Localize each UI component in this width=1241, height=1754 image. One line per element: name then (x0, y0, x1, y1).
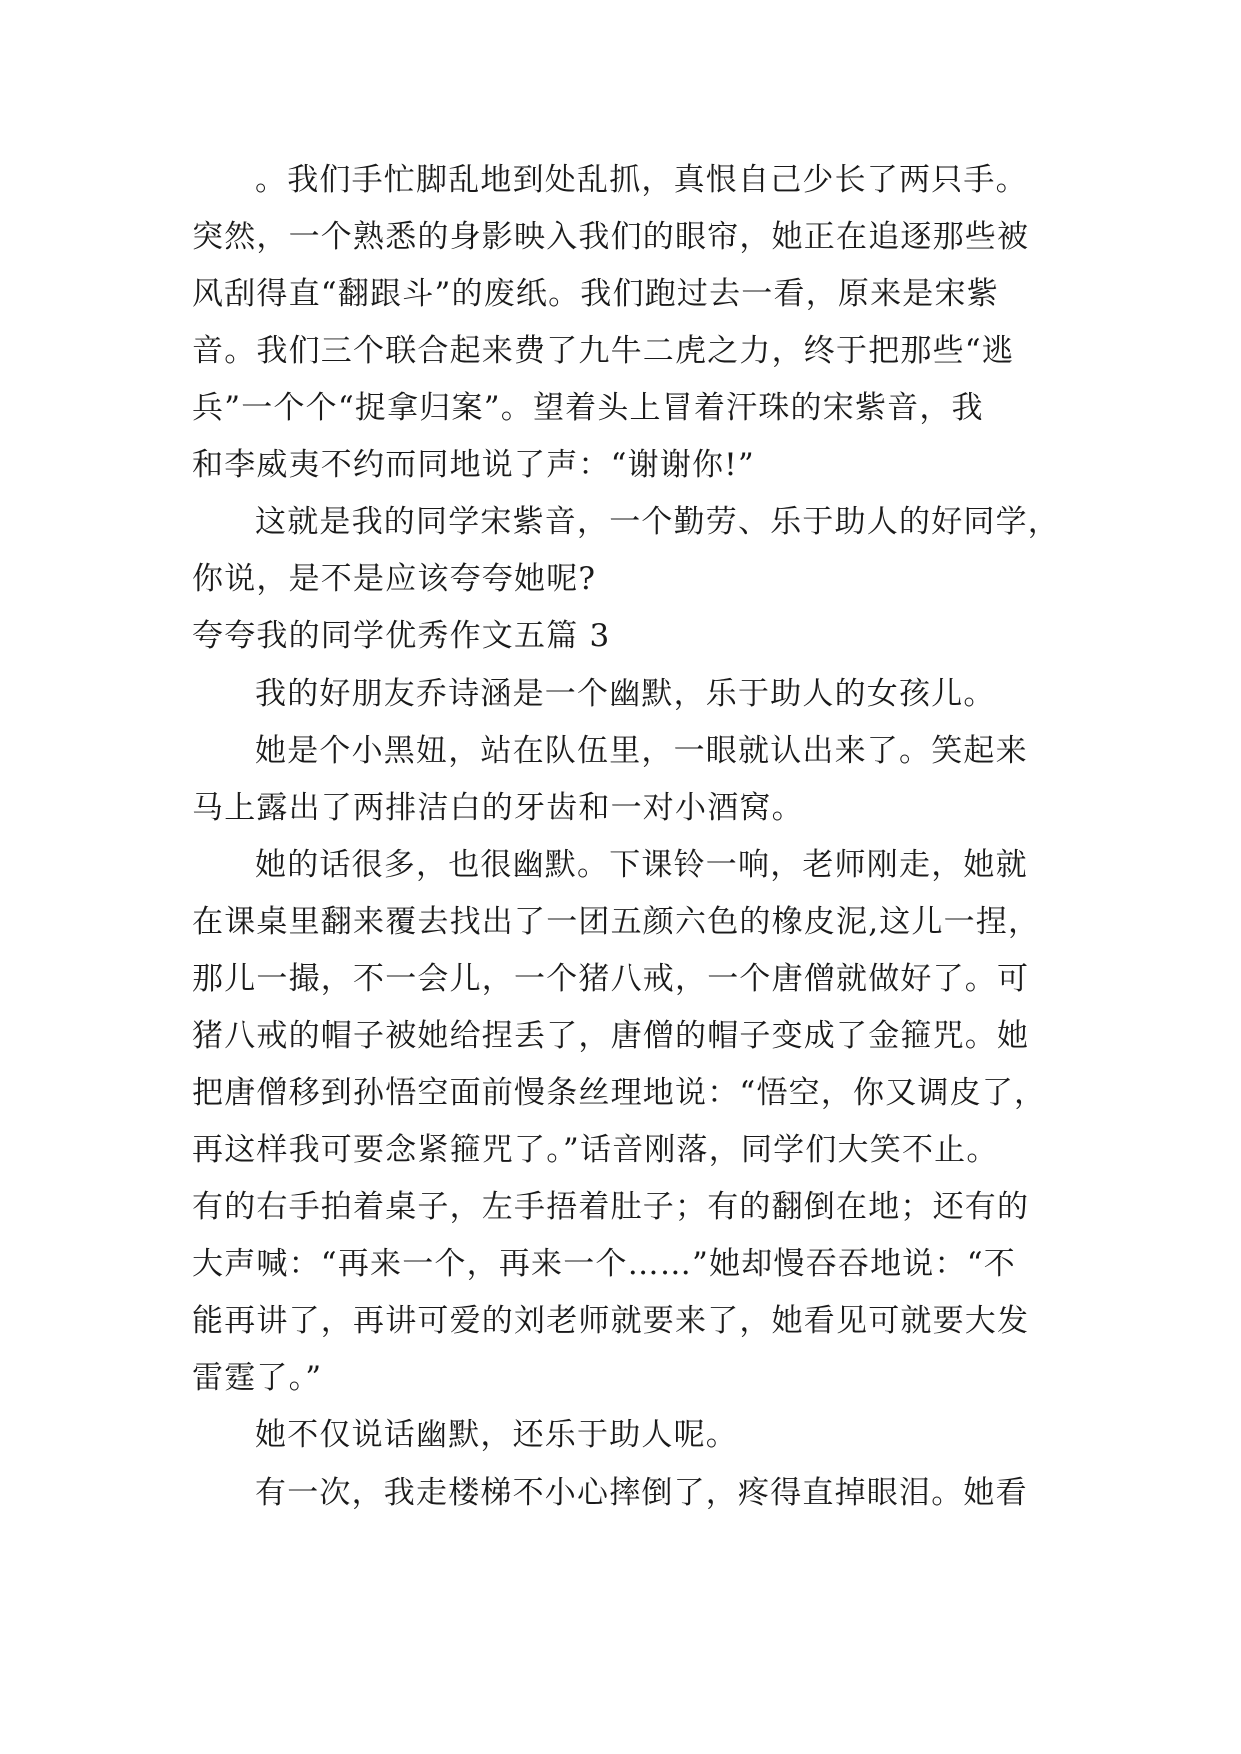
paragraph-first-line: 我的好朋友乔诗涵是一个幽默，乐于助人的女孩儿。 (255, 676, 996, 712)
paragraph-first-line: 她的话很多，也很幽默。下课铃一响，老师刚走，她就 (255, 847, 1028, 883)
text-line: 在课桌里翻来覆去找出了一团五颜六色的橡皮泥,这儿一捏， (192, 904, 1041, 940)
text-line: 马上露出了两排洁白的牙齿和一对小酒窝。 (192, 790, 804, 826)
paragraph-first-line: 有一次，我走楼梯不小心摔倒了，疼得直掉眼泪。她看 (255, 1475, 1028, 1511)
text-line: 。我们手忙脚乱地到处乱抓，真恨自己少长了两只手。 (255, 162, 1028, 198)
section-heading: 夸夸我的同学优秀作文五篇 3 (192, 618, 611, 654)
paragraph-first-line: 她不仅说话幽默，还乐于助人呢。 (255, 1417, 738, 1453)
text-line: 大声喊：“再来一个，再来一个……”她却慢吞吞地说：“不 (192, 1246, 1016, 1282)
text-line: 有的右手拍着桌子，左手捂着肚子；有的翻倒在地；还有的 (192, 1189, 1030, 1225)
text-line: 那儿一撮，不一会儿，一个猪八戒，一个唐僧就做好了。可 (192, 961, 1030, 997)
text-line: 你说，是不是应该夸夸她呢? (192, 561, 597, 597)
text-line: 和李威夷不约而同地说了声：“谢谢你!” (192, 447, 755, 483)
text-line: 风刮得直“翻跟斗”的废纸。我们跑过去一看，原来是宋紫 (192, 276, 999, 312)
paragraph-first-line: 这就是我的同学宋紫音，一个勤劳、乐于助人的好同学， (255, 504, 1060, 540)
text-line: 再这样我可要念紧箍咒了。”话音刚落，同学们大笑不止。 (192, 1132, 999, 1168)
paragraph-first-line: 她是个小黑妞，站在队伍里，一眼就认出来了。笑起来 (255, 733, 1028, 769)
text-line: 音。我们三个联合起来费了九牛二虎之力，终于把那些“逃 (192, 333, 1015, 369)
text-line: 猪八戒的帽子被她给捏丢了，唐僧的帽子变成了金箍咒。她 (192, 1018, 1030, 1054)
text-line: 突然，一个熟悉的身影映入我们的眼帘，她正在追逐那些被 (192, 219, 1030, 255)
text-line: 兵”一个个“捉拿归案”。望着头上冒着汗珠的宋紫音，我 (192, 390, 984, 426)
text-line: 雷霆了。” (192, 1360, 323, 1396)
text-line: 把唐僧移到孙悟空面前慢条丝理地说：“悟空，你又调皮了， (192, 1075, 1047, 1111)
text-line: 能再讲了，再讲可爱的刘老师就要来了，她看见可就要大发 (192, 1303, 1030, 1339)
